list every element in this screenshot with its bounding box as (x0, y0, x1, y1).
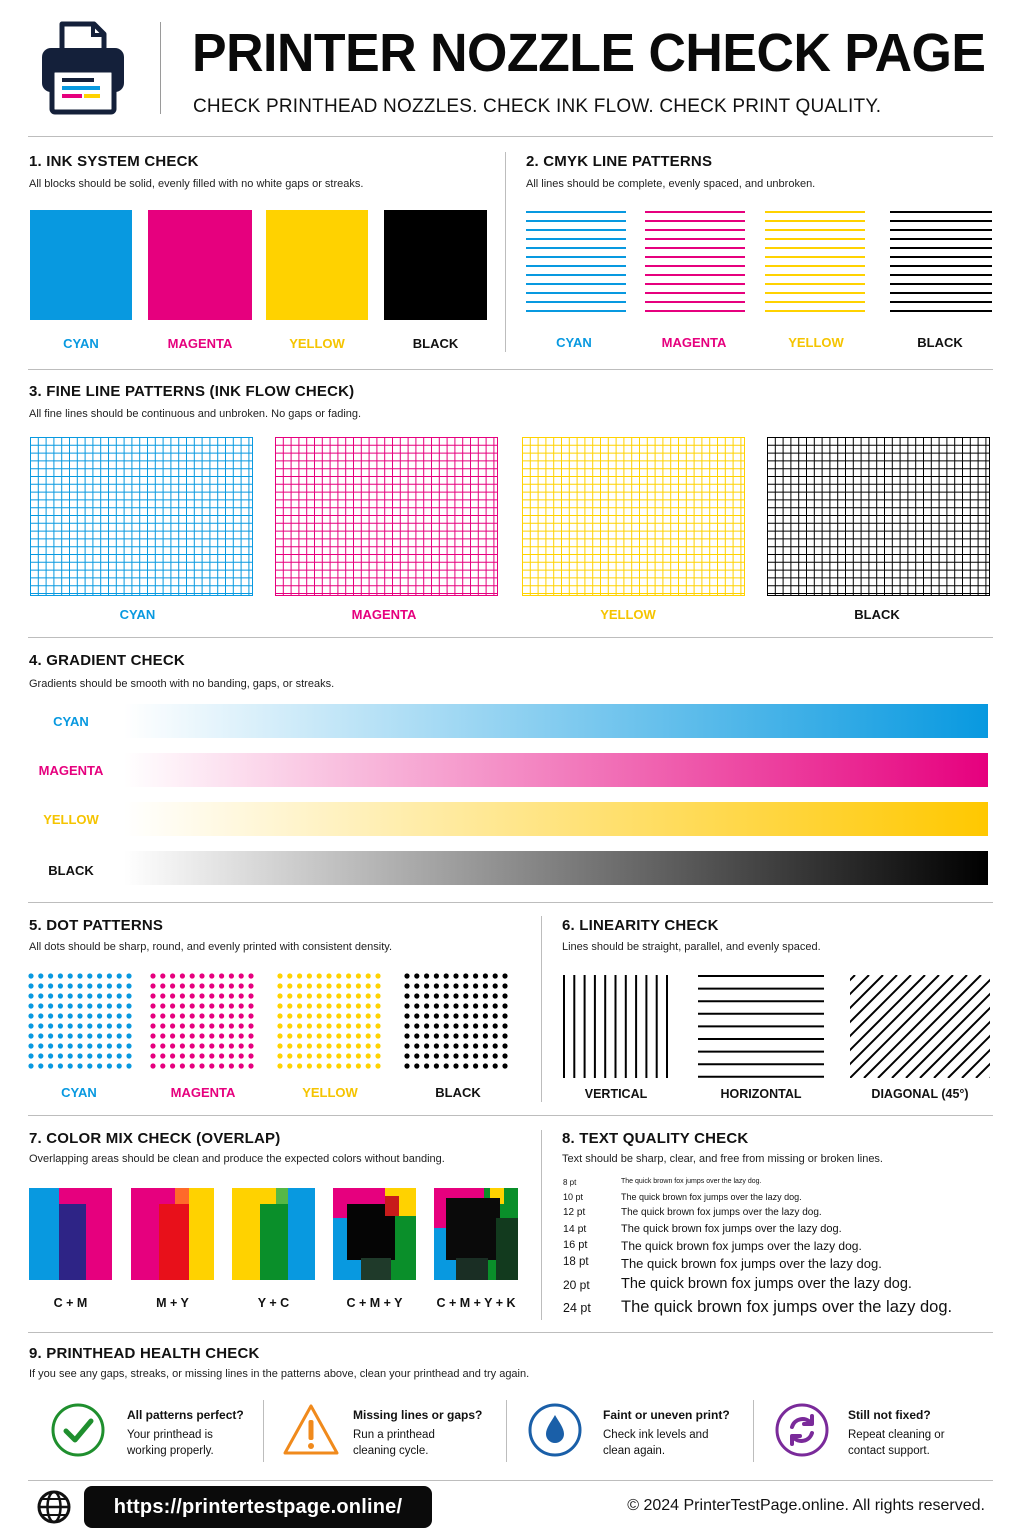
mix-c-m (29, 1188, 112, 1280)
ink-label-yellow: YELLOW (289, 336, 345, 351)
vertical-lines (563, 975, 669, 1078)
text-quality-title: 8. TEXT QUALITY CHECK (562, 1130, 749, 1147)
black-dot-pattern (404, 972, 510, 1072)
fine-label-cyan: CYAN (119, 607, 156, 622)
dot-label-yellow: YELLOW (302, 1085, 358, 1100)
gradient-label-cyan: CYAN (53, 714, 89, 729)
mix-label-c-m-y: C + M + Y (346, 1296, 403, 1310)
health-item-text: cleaning cycle. (353, 1445, 429, 1457)
line-label-yellow: YELLOW (788, 335, 844, 350)
cmyk-lines-subtitle: All lines should be complete, evenly spaced, and unbroken. (526, 178, 816, 190)
color-mix-subtitle: Overlapping areas should be clean and produce the expected colors without banding. (29, 1153, 445, 1165)
ink-drop-icon (527, 1402, 583, 1463)
page-title: PRINTER NOZZLE CHECK PAGE (192, 23, 986, 83)
mix-y-c (232, 1188, 315, 1280)
gradient-label-black: BLACK (48, 863, 94, 878)
health-item-text: Run a printhead (353, 1429, 435, 1441)
gradient-label-magenta: MAGENTA (38, 763, 104, 778)
linearity-label-vertical: VERTICAL (584, 1087, 648, 1101)
fine-label-magenta: MAGENTA (351, 607, 417, 622)
linearity-label-horizontal: HORIZONTAL (720, 1087, 802, 1101)
black-block (384, 210, 487, 320)
fine-lines-subtitle: All fine lines should be continuous and unbroken. No gaps or fading. (29, 408, 362, 420)
yellow-block (266, 210, 368, 320)
linearity-label-diagonal: DIAGONAL (45°) (871, 1087, 969, 1101)
health-item-title: Missing lines or gaps? (353, 1408, 483, 1422)
ink-label-magenta: MAGENTA (167, 336, 233, 351)
cyan-block (30, 210, 132, 320)
warning-triangle-icon (282, 1402, 340, 1463)
magenta-dot-pattern (150, 972, 256, 1072)
ink-label-black: BLACK (412, 336, 459, 351)
mix-c-m-y (333, 1188, 416, 1280)
black-line-pattern (890, 210, 992, 314)
health-item-text: Check ink levels and (603, 1429, 709, 1441)
globe-icon (36, 1489, 72, 1530)
dot-label-cyan: CYAN (61, 1085, 97, 1100)
linearity-subtitle: Lines should be straight, parallel, and evenly spaced. (562, 941, 821, 953)
gradient-title: 4. GRADIENT CHECK (29, 652, 185, 669)
mix-c-m-y-k (434, 1188, 518, 1280)
health-item-text: Repeat cleaning or (848, 1429, 945, 1441)
mix-label-y-c: Y + C (257, 1296, 290, 1310)
ink-system-title: 1. INK SYSTEM CHECK (29, 153, 199, 170)
text-samples: 8 pt The quick brown fox jumps over the lazy dog. 10 pt The quick brown fox jumps over the lazy dog. 12 pt The quick brown fox jumps over the lazy dog. 14 pt The quick brown fox jumps over the lazy dog. 16 pt The quick brown fox jumps over the lazy dog. 18 pt The quick brown fox jumps over the lazy dog. 20 pt The quick brown fox jumps over the lazy dog. 24 pt The quick brown fox jumps over the lazy dog. (563, 1178, 953, 1316)
mix-m-y (131, 1188, 214, 1280)
health-item-title: All patterns perfect? (127, 1408, 244, 1422)
ink-system-subtitle: All blocks should be solid, evenly filled with no white gaps or streaks. (29, 178, 364, 190)
yellow-gradient (124, 802, 988, 836)
dots-title: 5. DOT PATTERNS (29, 917, 164, 934)
printer-icon (38, 20, 128, 116)
mix-label-c-m-y-k: C + M + Y + K (436, 1296, 516, 1310)
mix-label-m-y: M + Y (156, 1296, 189, 1310)
magenta-gradient (124, 753, 988, 787)
line-label-cyan: CYAN (556, 335, 592, 350)
magenta-block (148, 210, 252, 320)
mix-label-c-m: C + M (53, 1296, 88, 1310)
health-item-text: Your printhead is (127, 1429, 213, 1441)
line-label-magenta: MAGENTA (661, 335, 727, 350)
health-item-text: working properly. (127, 1445, 214, 1457)
website-url-link[interactable]: https://printertestpage.online/ (84, 1486, 432, 1528)
refresh-icon (774, 1402, 830, 1463)
health-item-title: Faint or uneven print? (603, 1408, 730, 1422)
health-item-title: Still not fixed? (848, 1408, 931, 1422)
dot-label-magenta: MAGENTA (170, 1085, 236, 1100)
fine-lines-title: 3. FINE LINE PATTERNS (INK FLOW CHECK) (29, 383, 355, 400)
copyright: © 2024 PrinterTestPage.online. All rights reserved. (627, 1497, 985, 1514)
yellow-line-pattern (765, 210, 865, 314)
cyan-dot-pattern (28, 972, 134, 1072)
page-subtitle: CHECK PRINTHEAD NOZZLES. CHECK INK FLOW. CHECK PRINT QUALITY. (193, 96, 882, 117)
magenta-line-pattern (645, 210, 745, 314)
yellow-fine-grid (522, 437, 745, 596)
ink-label-cyan: CYAN (63, 336, 99, 351)
horizontal-lines (698, 975, 824, 1078)
black-fine-grid (767, 437, 990, 596)
gradient-label-yellow: YELLOW (43, 812, 99, 827)
cyan-gradient (124, 704, 988, 738)
dot-label-black: BLACK (435, 1085, 481, 1100)
text-quality-subtitle: Text should be sharp, clear, and free from missing or broken lines. (562, 1153, 883, 1165)
gradient-subtitle: Gradients should be smooth with no banding, gaps, or streaks. (29, 678, 335, 690)
linearity-title: 6. LINEARITY CHECK (562, 917, 719, 934)
cmyk-lines-title: 2. CMYK LINE PATTERNS (526, 153, 713, 170)
color-mix-title: 7. COLOR MIX CHECK (OVERLAP) (29, 1130, 281, 1147)
fine-label-yellow: YELLOW (600, 607, 656, 622)
yellow-dot-pattern (277, 972, 383, 1072)
cyan-fine-grid (30, 437, 253, 596)
health-subtitle: If you see any gaps, streaks, or missing lines in the patterns above, clean your printhead and try again. (29, 1368, 530, 1380)
black-gradient (124, 851, 988, 885)
cyan-line-pattern (526, 210, 626, 314)
line-label-black: BLACK (917, 335, 963, 350)
health-item-text: contact support. (848, 1445, 930, 1457)
check-circle-icon (50, 1402, 106, 1463)
health-title: 9. PRINTHEAD HEALTH CHECK (29, 1345, 260, 1362)
fine-label-black: BLACK (854, 607, 900, 622)
dots-subtitle: All dots should be sharp, round, and evenly printed with consistent density. (29, 941, 393, 953)
health-item-text: clean again. (603, 1445, 666, 1457)
diagonal-lines (850, 975, 990, 1078)
magenta-fine-grid (275, 437, 498, 596)
